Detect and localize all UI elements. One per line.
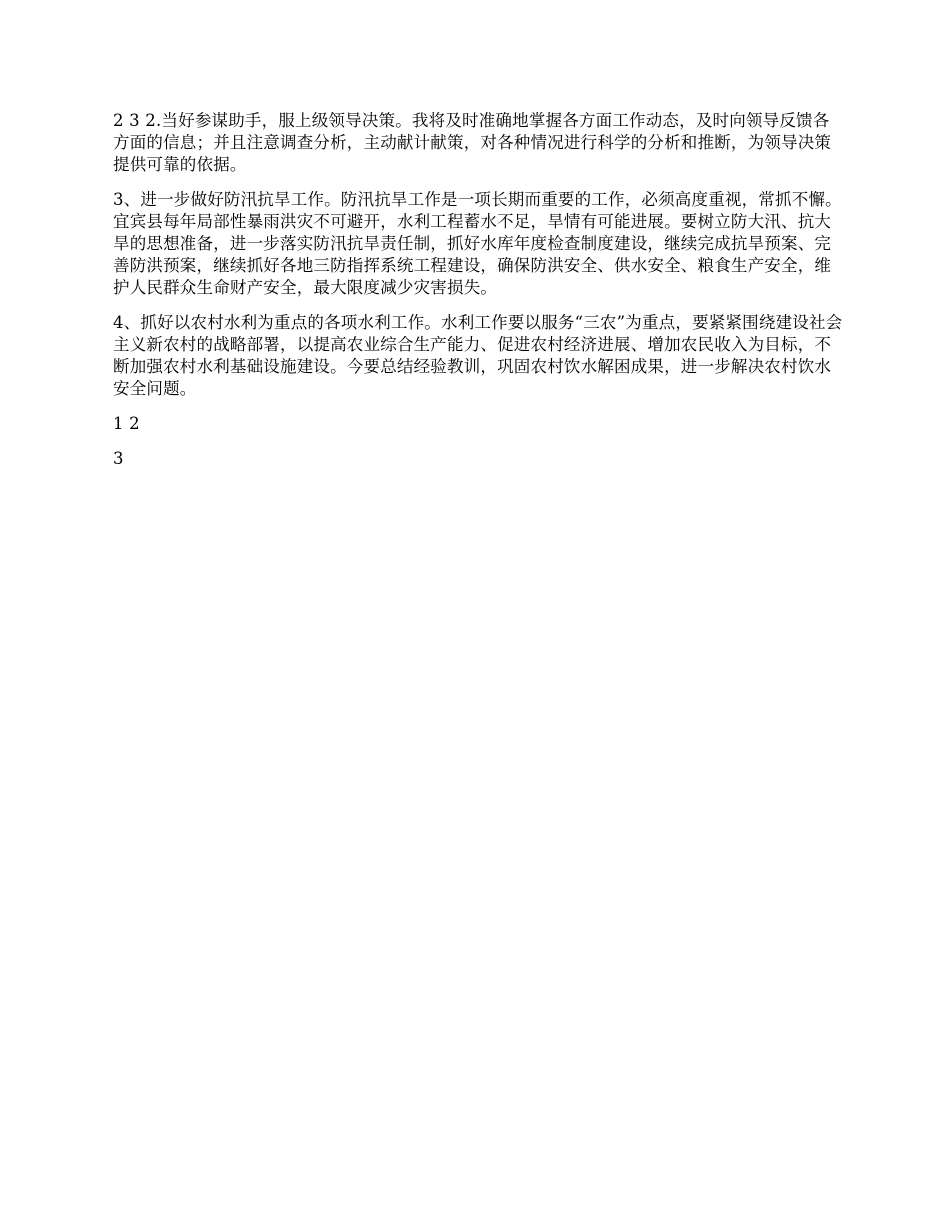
paragraph-flood-drought: 3、进一步做好防汛抗旱工作。防汛抗旱工作是一项长期而重要的工作，必须高度重视，常抓不懈。宜宾县每年局部性暴雨洪灾不可避开，水利工程蓄水不足，旱情有可能进展。要树立防大汛、抗大旱的思想准备，进一步落实防汛抗旱责任制，抓好水库年度检查制度建设，继续完成抗旱预案、完善防洪预案，继续抓好各地三防指挥系统工程建设，确保防洪安全、供水安全、粮食生产安全，维护人民群众生命财产安全，最大限度减少灾害损失。 <box>113 190 842 297</box>
document-body <box>113 110 843 483</box>
page-number-3: 3 <box>113 449 124 468</box>
paragraph-rural-water: 4、抓好以农村水利为重点的各项水利工作。水利工作要以服务“三农”为重点，要紧紧围绕建设社会主义新农村的战略部署，以提高农业综合生产能力、促进农村经济进展、增加农民收入为目标，不断加强农村水利基础设施建设。今要总结经验教训，巩固农村饮水解困成果，进一步解决农村饮水安全问题。 <box>113 313 843 398</box>
paragraph-advisor-role: 2 3 2.当好参谋助手，服上级领导决策。我将及时准确地掌握各方面工作动态，及时向领导反馈各方面的信息；并且注意调查分析，主动献计献策，对各种情况进行科学的分析和推断，为领导决策提供可靠的依据。 <box>113 111 832 174</box>
page-numbers: 1 2 <box>113 414 140 433</box>
